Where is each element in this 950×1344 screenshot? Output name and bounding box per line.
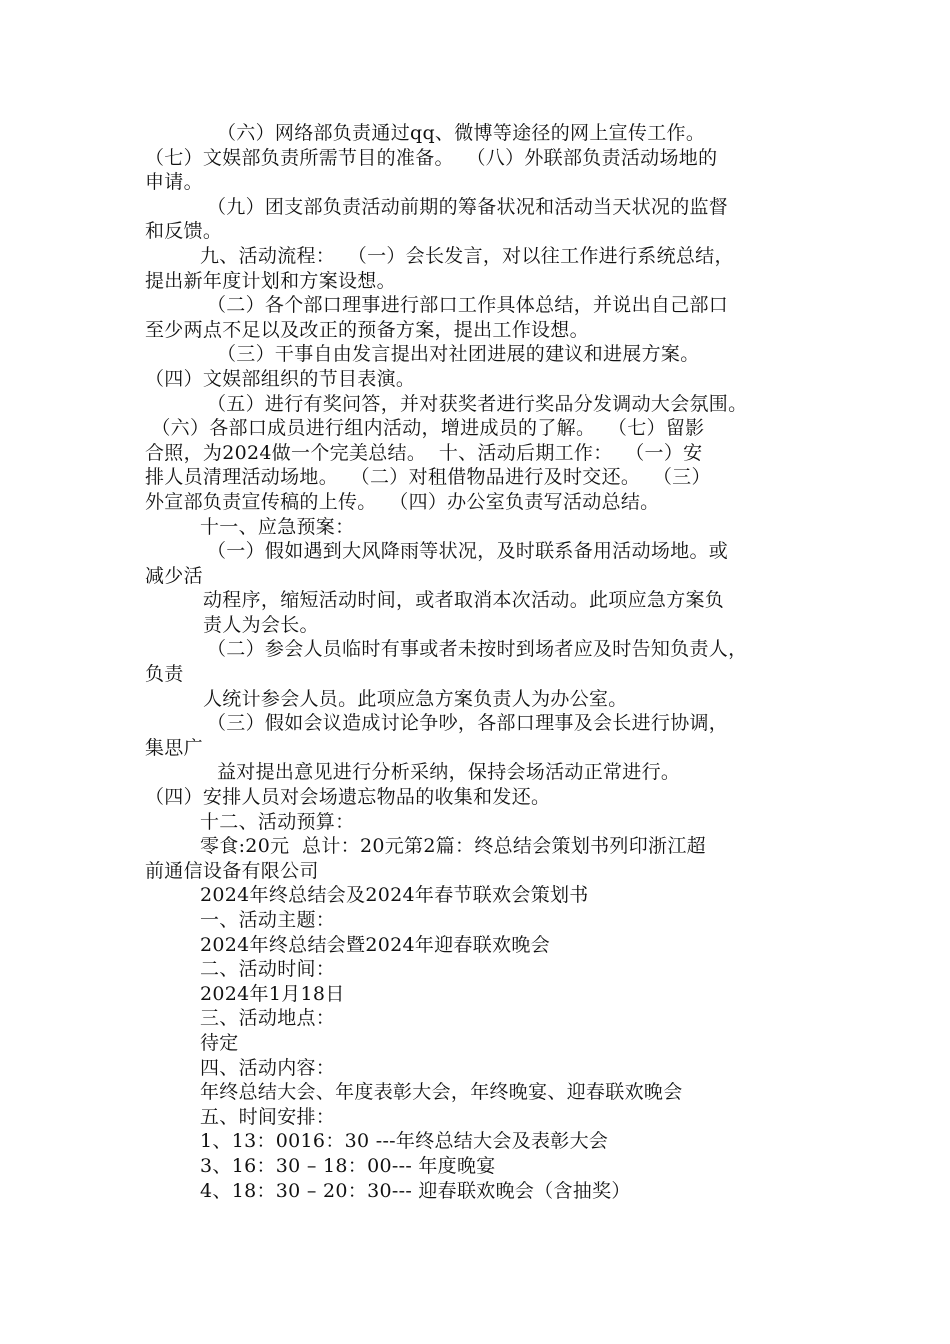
text-line: 十一、应急预案： bbox=[200, 515, 355, 538]
text-line: （五）进行有奖问答，并对获奖者进行奖品分发调动大会氛围。 bbox=[207, 392, 748, 415]
text-line: 减少活 bbox=[145, 564, 203, 587]
text-line: 待定 bbox=[200, 1031, 239, 1054]
text-line: 十二、活动预算： bbox=[200, 810, 355, 833]
text-line: 三、活动地点： bbox=[200, 1007, 336, 1030]
text-line: 益对提出意见进行分析采纳，保持会场活动正常进行。 bbox=[217, 761, 681, 784]
text-line: 九、活动流程： （一）会长发言，对以往工作进行系统总结， bbox=[200, 244, 734, 267]
text-line: （九）团支部负责活动前期的筹备状况和活动当天状况的监督 bbox=[207, 195, 729, 218]
text-line: （六）各部口成员进行组内活动，增进成员的了解。 （七）留影 bbox=[145, 417, 705, 440]
text-line: （六）网络部负责通过qq、微博等途径的网上宣传工作。 bbox=[217, 122, 706, 144]
text-line: 前通信设备有限公司 bbox=[145, 859, 319, 882]
text-line: 合照，为2024做一个完美总结。 十、活动后期工作： （一）安 bbox=[145, 441, 703, 464]
text-line: 4、18：30 – 20：30--- 迎春联欢晚会（含抽奖） bbox=[200, 1179, 631, 1202]
text-line: 和反馈。 bbox=[145, 220, 223, 243]
text-line: 年终总结大会、年度表彰大会，年终晚宴、迎春联欢晚会 bbox=[200, 1081, 683, 1104]
text-line: 动程序，缩短活动时间，或者取消本次活动。此项应急方案负 bbox=[203, 589, 725, 612]
text-line: 1、13：0016：30 ---年终总结大会及表彰大会 bbox=[200, 1130, 609, 1153]
text-line: （三）干事自由发言提出对社团进展的建议和进展方案。 bbox=[217, 343, 700, 366]
text-line: （四）安排人员对会场遗忘物品的收集和发还。 bbox=[145, 786, 551, 809]
text-line: 2024年1月18日 bbox=[200, 982, 345, 1005]
text-line: 负责 bbox=[145, 663, 184, 686]
text-line: 四、活动内容： bbox=[200, 1056, 336, 1079]
text-line: 提出新年度计划和方案设想。 bbox=[145, 269, 396, 292]
text-line: 申请。 bbox=[145, 171, 203, 194]
text-line: （二）各个部口理事进行部口工作具体总结，并说出自己部口 bbox=[207, 294, 729, 317]
text-line: 五、时间安排： bbox=[200, 1105, 336, 1128]
text-line: 2024年终总结会及2024年春节联欢会策划书 bbox=[200, 884, 589, 907]
text-line: 2024年终总结会暨2024年迎春联欢晚会 bbox=[200, 933, 551, 956]
text-line: （七）文娱部负责所需节目的准备。 （八）外联部负责活动场地的 bbox=[145, 146, 718, 169]
text-line: 至少两点不足以及改正的预备方案，提出工作设想。 bbox=[145, 318, 589, 341]
text-line: 排人员清理活动场地。 （二）对租借物品进行及时交还。 （三） bbox=[145, 466, 711, 489]
text-line: 一、活动主题： bbox=[200, 909, 336, 931]
text-line: （二）参会人员临时有事或者未按时到场者应及时告知负责人， bbox=[207, 638, 748, 661]
text-line: 责人为会长。 bbox=[203, 613, 319, 636]
text-line: 外宣部负责宣传稿的上传。 （四）办公室负责写活动总结。 bbox=[145, 490, 660, 513]
text-line: （一）假如遇到大风降雨等状况，及时联系备用活动场地。或 bbox=[207, 540, 729, 563]
text-line: 二、活动时间： bbox=[200, 958, 336, 981]
text-line: （四）文娱部组织的节目表演。 bbox=[145, 367, 416, 390]
text-line: 集思广 bbox=[145, 736, 203, 759]
text-line: 人统计参会人员。此项应急方案负责人为办公室。 bbox=[203, 687, 628, 710]
text-line: 3、16：30 – 18：00--- 年度晚宴 bbox=[200, 1154, 496, 1177]
document-body bbox=[145, 121, 825, 1203]
text-line: （三）假如会议造成讨论争吵，各部口理事及会长进行协调， bbox=[207, 712, 729, 735]
text-line: 零食:20元 总计：20元第2篇：终总结会策划书列印浙江超 bbox=[200, 835, 706, 858]
